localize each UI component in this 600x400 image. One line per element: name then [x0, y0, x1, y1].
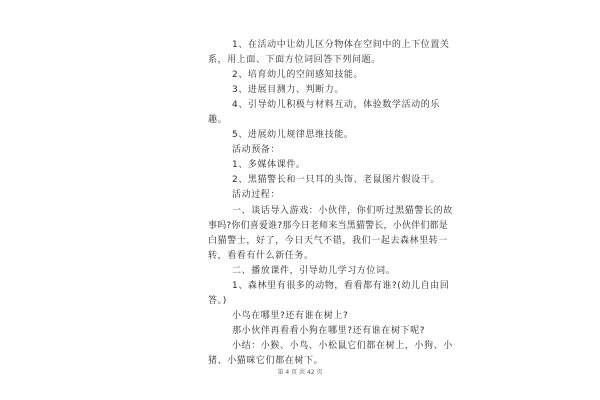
text-line: 1、森林里有很多的动物，看看都有谁?(幼儿自由回: [232, 281, 450, 291]
text-line: 猪、小猫咪它们都在树下。: [208, 356, 324, 366]
text-line: 趣。: [208, 115, 228, 125]
text-line: 小鸟在哪里?还有谁在树上?: [232, 311, 349, 321]
section-heading: 活动过程：: [232, 190, 281, 200]
text-line: 2、黑猫警长和一只耳的头饰、老鼠图片假设干。: [232, 175, 440, 185]
text-line: 那小伙伴再看看小狗在哪里?还有谁在树下呢?: [232, 326, 426, 336]
text-line: 白猫警士，好了，今日天气不错，我们一起去森林里转一: [208, 236, 449, 246]
text-line: 4、引导幼儿积极与材料互动，体验数学活动的乐: [232, 100, 440, 110]
page-footer: 第 4 页 共 42 页: [277, 369, 323, 376]
text-line: 5、进展幼儿规律思维技能。: [232, 130, 354, 140]
section-heading: 活动预备：: [232, 145, 281, 155]
text-line: 答。): [208, 296, 227, 306]
text-line: 转，看看有什么新任务。: [208, 251, 314, 261]
text-line: 一、谈话导入游戏：小伙伴，你们听过黑猫警长的故: [232, 206, 453, 216]
text-line: 1、在活动中让幼儿区分物体在空间中的上下位置关: [232, 40, 450, 50]
text-line: 3、进展目测力、判断力。: [232, 85, 344, 95]
text-line: 事吗?你们喜爱谁?那今日老师来当黑猫警长，小伙伴们都是: [208, 221, 448, 231]
text-line: 2、培育幼儿的空间感知技能。: [232, 70, 364, 80]
text-line: 小结：小猴、小鸟、小松鼠它们都在树上，小狗、小: [232, 341, 453, 351]
text-line: 二、播放课件，引导幼儿学习方位词。: [232, 266, 396, 276]
text-line: 系，用上面、下面方位词回答下列问题。: [208, 55, 381, 65]
text-line: 1、多媒体课件。: [232, 160, 306, 170]
